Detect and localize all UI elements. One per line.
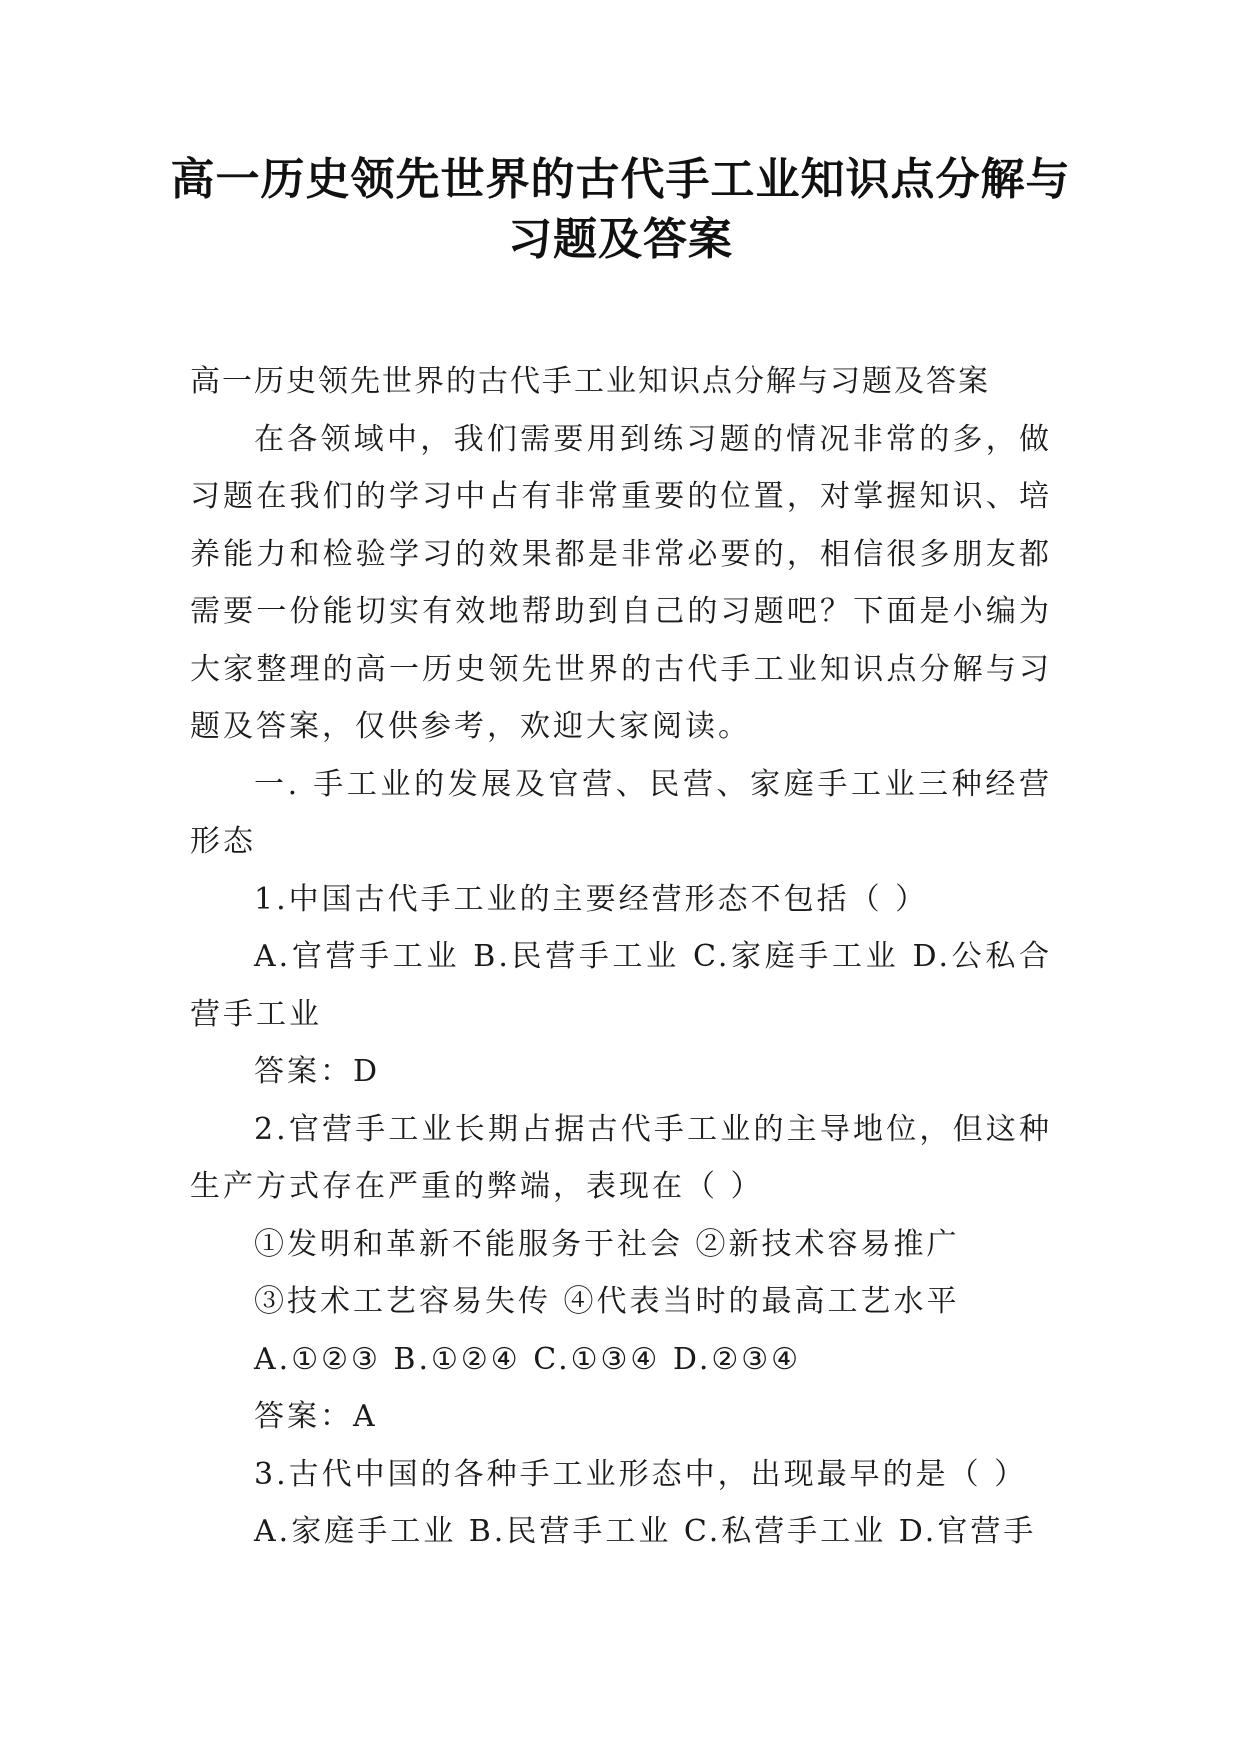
question-answer: 答案：D bbox=[254, 1054, 381, 1089]
question-options: A.官营手工业 B.民营手工业 C.家庭手工业 D.公私合营手工业 bbox=[190, 939, 1052, 1032]
question-options: A.①②③ B.①②④ C.①③④ D.②③④ bbox=[254, 1341, 802, 1377]
question-stem: 2.官营手工业长期占据古代手工业的主导地位，但这种生产方式存在严重的弊端，表现在（ ） bbox=[190, 1111, 1052, 1204]
subtitle-line: 高一历史领先世界的古代手工业知识点分解与习题及答案 bbox=[190, 364, 990, 399]
question-options: A.家庭手工业 B.民营手工业 C.私营手工业 D.官营手 bbox=[254, 1514, 1037, 1549]
section-heading: 一. 手工业的发展及官营、民营、家庭手工业三种经营形态 bbox=[190, 766, 1052, 859]
intro-paragraph: 在各领域中，我们需要用到练习题的情况非常的多，做习题在我们的学习中占有非常重要的位置，对掌握知识、培养能力和检验学习的效果都是非常必要的，相信很多朋友都需要一份能切实有效地帮助到自己的习题吧？下面是小编为大家整理的高一历史领先世界的古代手工业知识点分解与习题及答案，仅供参考，欢迎大家阅读。 bbox=[190, 421, 1052, 744]
question-stem: 3.古代中国的各种手工业形态中，出现最早的是（ ） bbox=[254, 1456, 1028, 1492]
document-body bbox=[190, 353, 1052, 1561]
document-title: 高一历史领先世界的古代手工业知识点分解与习题及答案 bbox=[170, 154, 1071, 265]
question-stem: 1.中国古代手工业的主要经营形态不包括（ ） bbox=[254, 881, 929, 917]
question-statements: ①发明和革新不能服务于社会 ②新技术容易推广 bbox=[254, 1226, 960, 1262]
question-statements: ③技术工艺容易失传 ④代表当时的最高工艺水平 bbox=[254, 1284, 960, 1319]
question-answer: 答案：A bbox=[254, 1399, 378, 1434]
